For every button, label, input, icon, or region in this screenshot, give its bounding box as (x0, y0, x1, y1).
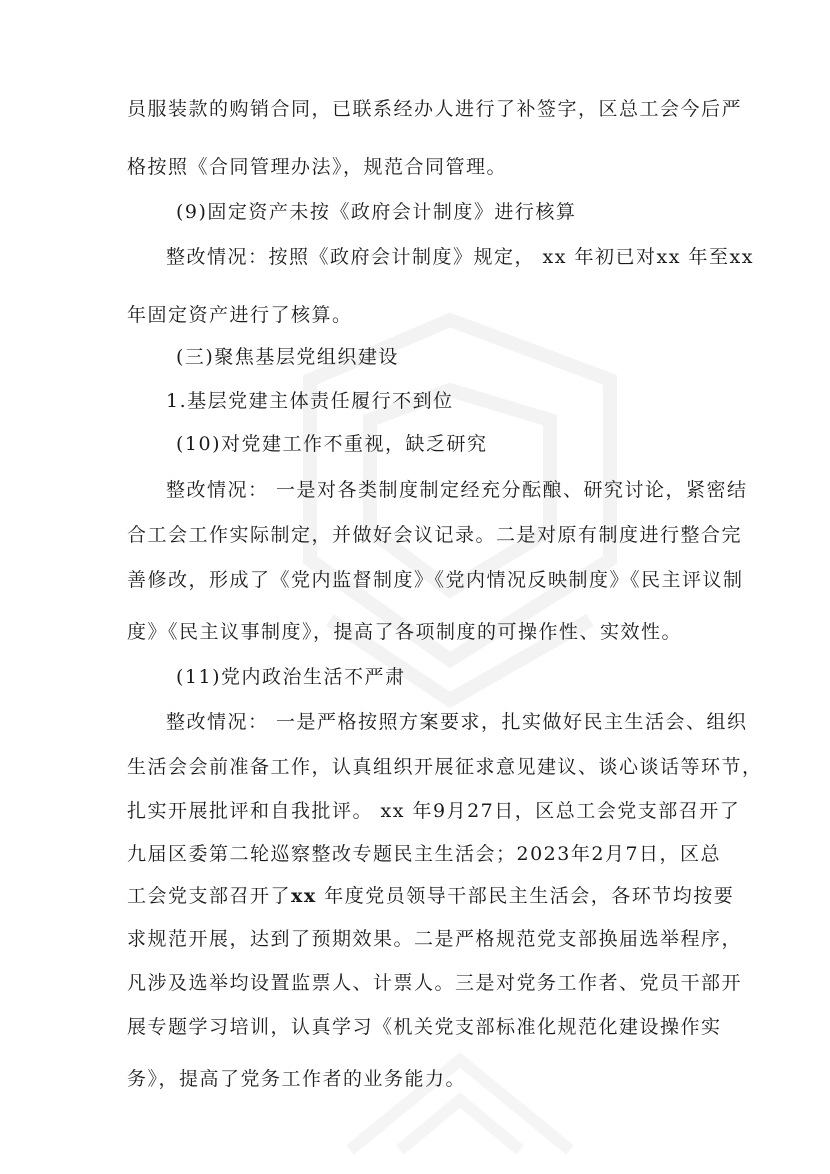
paragraph-line: 求规范开展，达到了预期效果。二是严格规范党支部换届选举程序， (127, 928, 743, 950)
paragraph-line: 展专题学习培训，认真学习《机关党支部标准化规范化建设操作实 (127, 1016, 722, 1038)
paragraph-line: 务》，提高了党务工作者的业务能力。 (127, 1068, 467, 1090)
paragraph-line: 格按照《合同管理办法》，规范合同管理。 (127, 156, 508, 178)
paragraph-line: 度》《民主议事制度》，提高了各项制度的可操作性、实效性。 (127, 621, 683, 643)
paragraph-line: 年固定资产进行了核算。 (127, 304, 353, 326)
paragraph-line: 合工会工作实际制定，并做好会议记录。二是对原有制度进行整合完 (127, 524, 743, 546)
section-heading: 1.基层党建主体责任履行不到位 (166, 390, 454, 412)
paragraph-line: 扎实开展批评和自我批评。 xx 年9月27日，区总工会党支部召开了 (127, 800, 741, 822)
line-text: 年度党员领导干部民主生活会，各环节均按要 (316, 885, 735, 907)
paragraph-line: 整改情况： 一是对各类制度制定经充分酝酿、研究讨论，紧密结 (166, 479, 748, 501)
watermark-logo-lower (330, 1040, 590, 1170)
paragraph-line: 善修改，形成了《党内监督制度》《党内情况反映制度》《民主评议制 (127, 569, 744, 591)
section-heading: (三)聚焦基层党组织建设 (176, 346, 399, 368)
line-text-bold: xx (291, 885, 317, 907)
paragraph-line: 整改情况：按照《政府会计制度》规定， xx 年初已对xx 年至xx (166, 246, 754, 268)
paragraph-line: 九届区委第二轮巡察整改专题民主生活会；2023年2月7日，区总 (127, 843, 722, 865)
section-heading: (10)对党建工作不重视，缺乏研究 (176, 433, 488, 455)
section-heading: (11)党内政治生活不严肃 (176, 666, 406, 688)
paragraph-line: 凡涉及选举均设置监票人、计票人。三是对党务工作者、党员干部开 (127, 972, 743, 994)
paragraph-line: 整改情况： 一是严格按照方案要求，扎实做好民主生活会、组织 (166, 711, 748, 733)
paragraph-line (127, 884, 734, 908)
paragraph-line: 生活会会前准备工作，认真组织开展征求意见建议、谈心谈话等环节， (127, 756, 763, 778)
section-heading: (9)固定资产未按《政府会计制度》进行核算 (176, 201, 577, 223)
line-text: 工会党支部召开了 (127, 885, 292, 907)
paragraph-line: 员服装款的购销合同，已联系经办人进行了补签字，区总工会今后严 (127, 98, 743, 120)
